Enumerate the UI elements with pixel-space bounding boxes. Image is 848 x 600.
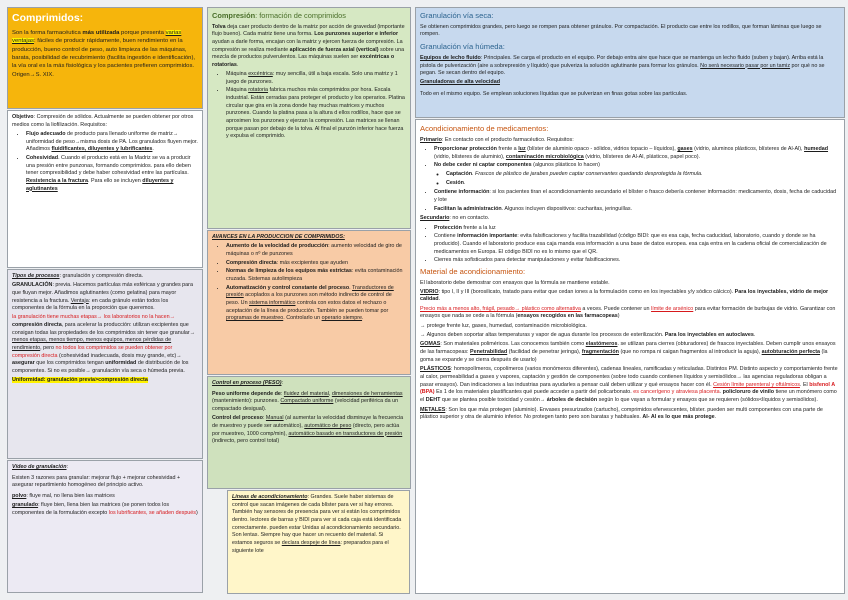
comprimidos-box [7,7,203,109]
tipos-procesos-box [7,269,203,459]
control-del-proceso: Control del proceso: Manual (al aumentar la velocidad disminuye la frecuencia de muestreo y puede ser automático), automático de peso (directo, pero actúa por muestreo, 1000 comp/min), automático basado en transductores de presión (indirecto, pero control total) [212,415,404,445]
uniformidad-line: Uniformidad: granulación previa>compresión directa [12,377,148,384]
requisito-flujo: • Flujo adecuado de producto para llenado uniforme de matriz→ uniformidad de peso→misma dosis de PA. Los granulados fluyen mejor. Añadimos fluidificantes, diluyentes y lubrificantes. [26,131,198,154]
maquina-rotatoria: • Máquina rotatoria fabrica muchos más comprimidos por hora. Escala industrial. Están cerradas para proteger el producto y los operarios. Platina circular que gira en la zona donde hay muchas matrices y muchos punzones. Cuando la platina pasa a la altura d ellos rodillos, hace que se aproximen los punzones y ejerzan la compresión. Las matrices se llenan porque pasan por debajo de la tolva. Al final el punzón inferior hace fuerza y expulsa el comprimido. [226,87,406,141]
comprimidos-text: Son la forma farmacéutica más utilizada porque presenta varias ventajas: fáciles de producir rápidamente, buen rendimiento en la producción, bueno control de peso, auto limpieza de las máquinas, barata, posibilidad de recubrimiento (facilita ingestión e identificación), la vía oral es la más fisiológica y los pacientes prefieren comprimidos. Origen→S. XIX. [12,29,196,78]
captacion-item: ◦ Captación. Frascos de plástico de jarabes pueden captar conservantes quedando desprotegida la fórmula. [446,171,840,179]
compresion-text: Tolva deja caer producto dentro de la matriz por acción de gravedad (importante flujo bueno). Cada matriz tiene una forma. Los punzones superior e inferior ayudan a darle forma, encajan con la matriz y ejercen fuerza de compresión. La compresión se realiza mediante aplicación de fuerza axial (vertical) sobre una mezcla de productos pulverulentos. Las máquinas suelen ser excéntricas o rotatorias. [212,23,405,68]
secundario-intro: Secundario: no en contacto. [420,215,490,222]
primario-informacion: • Contiene información: si los pacientes tiran el acondicionamiento secundario el blíster o frasco debería contener información: medicamento, dosis, fecha de caducidad y lote [434,189,840,204]
secundario-proteccion: • Protección frente a la luz [434,225,840,233]
material-title: Material de acondicionamiento: [420,266,526,276]
via-humeda-title: Granulación vía húmeda: [420,42,505,52]
vidrio-precio: Precio más a menos alto, frágil, pesado→ plástico como alternativa a veces. Puede contener un límite de arsénico para evitar formación de burbujas de vidrio. Garantizar con ensayos que nada se cede a la fórmula (ensayos recogidos en las farmacopeas) [420,305,836,320]
primario-administracion: • Facilitan la administración. Algunos incluyen dispositivos: cucharitas, jeringuillas. [434,206,840,214]
compresion-directa-paragraph: la granulación tiene muchas etapas→ los laboratorios no la hacen→ compresión directa, para acelerar la producción: utilizan excipientes que consigan todas las propiedades de los comprimidos sin tener que granular→ menos etapas, menos tiempo, menos equipos, menos pérdidas de rendimiento, pero no todos los comprimidos se pueden obtener por compresión directa (cohesividad inadecuada, dosis muy grande, etc)→ asegurar que los comprimidos tengan uniformidad de distribución de los componentes. Si no es posible→ granulación vía seca o húmeda previa. [12,314,196,375]
objetivo-intro: Objetivo: Compresión de sólidos. Actualmente se pueden obtener por otros medios como la liofilización. Requisitos: [12,114,194,128]
granulacion-paragraph: GRANULACIÓN: previa. Hacemos partículas más esféricas y grandes para que fluyan mejor. Añadimos aglutinantes (como gelatina) para mayor resistencia a la fractura. Ventaja: en cada gránulo están todos los componentes de la fórmula en la proporción que queremos. [12,282,193,312]
cesion-item: ◦ Cesión. [446,180,840,188]
peso-uniforme: Peso uniforme depende de: fluidez del material, dimensiones de herramientas (mantenimiento): punzones. Compactado uniforme (velocidad periférica da un compactado desigual). [212,390,403,413]
video-granulacion-box [7,460,203,593]
metales-paragraph: METALES: Son los que más protegen (aluminio). Envases presurizados (cartucho), comprimidos efervescentes, blíster. pueden ser multi componentes con una parte de plástico superior y otra de aluminio inferior. No protegen tanto pero son baratas y habituales. Al- Al es lo que más protege. [420,406,823,421]
vidrio-protege: → protege frente luz, gases, humedad, contaminación microbiológica. [420,322,587,329]
objetivo-box [7,110,203,268]
acondicionamiento-title: Acondicionamiento de medicamentos: [420,124,549,133]
avance-velocidad: • Aumento de la velocidad de producción: aumento velocidad de giro de máquinas o nº de punzones [226,243,406,258]
granulacion-box [415,7,845,118]
video-polvo: polvo: fluye mal, no llena bien las matrices [12,493,115,500]
vidrio-paragraph: VIDRIO: tipo I, II y III (borosilicato, tratado para evitar que cedan iones a la formulación como en los inyectables y/y sódico cálcico). Para los inyectables, vidrio de mejor calidad. [420,288,829,303]
maquina-excentrica: • Máquina excéntrica: muy sencilla, útil a baja escala. Solo una matriz y 1 juego de punzones. [226,71,406,86]
vidrio-esterilizacion: → Algunos deben soportar altas temperaturas y vapor de agua durante los procesos de esterilización. Para los inyectables en autoclaves. [420,331,756,338]
lecho-fluido-text: Equipos de lecho fluido: Principales. Se carga el producto en el equipo. Por debajo entra aire que hace que se mantenga un lecho fluido (suben y bajan). Arriba está la pistola de pulverización (aire a sobrepresión y líquido) que pulveriza la solución aglutinante para formar los gránulos. No será necesario pasar por un tamiz por qué no se pegan. Se secan dentro del equipo. [420,54,825,77]
secundario-informacion: • Contiene información importante: evita falsificaciones y facilita trazabilidad (código BIDI: que es esa caja, fecha caducidad, laboratorio, cuando y donde se ha producido). Cuando el laboratorio produce esa caja manda esa información a una base de datos europea. esa caja entra en la cadena oficial de comercialización de medicamentos en Europa. El código BIDI no es lo mismo que el QR. [434,233,840,256]
lineas-text: Líneas de acondicionamiento: Grandes. Suele haber sistemas de control que sacan imágenes de cada blíster para ver si hay errores. También hay sensores de presencia para ver si están los comprimidos dentro. lectores de barras y BIDI para ver si cada caja está identificada correctamente. pueden estar Unidas al acondicionamiento secundario. Son lentas. Siempre hay que hacer un recuento del material. Si estamos seguros se declara despeje de línea: preparados para el siguiente lote [232,494,402,554]
tipos-intro: Tipos de procesos: granulación y compresión directa. [12,273,144,279]
avances-title: AVANCES EN LA PRODUCCION DE COMPRIMIDOS: [212,234,345,240]
material-intro: El laboratorio debe demostrar con ensayos que la fórmula se mantiene estable. [420,279,610,286]
via-seca-title: Granulación vía seca: [420,11,494,20]
gomas-paragraph: GOMAS: Son materiales poliméricos. Las conocemos también como elastómeros. se utilizan para cierres (obturadores) de frascos inyectables. Deben cumplir unos ensayos de las farmacopeas: Penetrabilidad (facilidad de penetrar jeringa), fragmentación (que no rompa ni caigan fragmentos al introducir la aguja), autobturación perfecta (la goma se expande y se cierra después de usarlo) [420,341,836,363]
video-granulado: granulado: fluye bien, llena bien las matrices (se ponen todos los componentes de la formulación excepto los lubrificantes, se añaden después) [12,502,198,516]
via-seca-text: Se obtienen comprimidos grandes, pero luego se rompen para obtener gránulos. Por compactación. El producto cae entre los rodillos, que forman láminas que luego se rompen. [420,23,822,38]
video-title: Vídeo de granulación: [12,464,69,470]
control-proceso-box [207,376,411,489]
avance-automatizacion: • Automatización y control constante del proceso. Transductores de presión acoplados a los punzones son método indirecto de control de peso. Un sistema informático controla con estos datos el rechazo o aceptación de la línea de producción. También se pueden tomar por programas de muestreo. Controlarlo un operario siempre. [226,285,406,323]
requisito-cohesividad: • Cohesividad. Cuando el producto está en la Madriz se va a producir una presión entre punzonas, formando comprimidos. para ello deben tener compresibilidad y debe haber cohesividad entre las partículas. Resistencia a la fractura. Para ello se incluyen diluyentes y aglutinantes [26,155,198,193]
control-title: Control en proceso (PESO): [212,380,283,386]
primario-proteccion: • Proporcionar protección frente a luz (blíster de aluminio opaco - sólidos, vidrios topacio – líquidos), gases (vidrio, aluminos plásticos, blísteres de Al-Al), humedad (vidrio, blísteres de aluminio), contaminación microbiológica (vidrio, blísteres de Al-Al, plásticos, papel poco). [434,146,840,161]
comprimidos-title: Comprimidos: [12,12,84,24]
primario-no-ceder: • No debe ceder ni captar componentes (algunos plásticos lo hacen) ◦ Captación. Frascos de plástico de jarabes pueden captar conservantes quedando desprotegida la fórmula. ◦ Cesión. [434,162,840,187]
compresion-box [207,7,411,229]
secundario-cierres: • Cierres más sofisticados para detectar manipulaciones y evitar falsificaciones. [434,257,840,265]
video-razones: Existen 3 razones para granular: mejorar flujo + mejorar cohesividad + asegurar repartimiento homogéneo del principio activo. [12,474,181,489]
compresion-title: Compresión: formación de comprimidos [212,11,346,20]
plasticos-paragraph: PLÁSTICOS: homopolímeros, copolímeros (varios monómeros diferentes), cadenas lineales, ramificadas y reticuladas. Distintos PM. Distinto aspecto y comportamiento frente al calor, permeabilidad a gases y vapores, captación y gestión de componentes (sobre todo cuando contienen líquidos y semisólidos→ las agencias reguladoras obligan a pasar ensayos). Dan indicaciones a las industrias para ayudarles a pensar cuál deben utilizar y qué ensayos hacer con él. Cesión límite parenteral y oftálmicos. El bisfenol A (BPA) Es 1 de los materiales plastificantes qué puede acceder a partir del policarbonato. es cancerígeno y atraviesa placenta. policloruro de vinilo tiene un monómero como el DEHT que se plantea posible toxicidad y cesión→ árboles de decisión según lo que vayan a formular y ensayos que se requieren (sólidos<líquidos y semisólidos). [420,366,838,404]
avance-limpieza: • Normas de limpieza de los equipos más estrictas: evita contaminación cruzada. Sistemas autolimpieza [226,268,406,283]
primario-intro: Primario: En contacto con el producto farmacéutico. Requisitos: [420,136,574,143]
lineas-acondicionamiento-box [227,490,410,594]
acondicionamiento-box [415,119,845,594]
alta-velocidad-label: Granuladoras de alta velocidad [420,79,500,86]
alta-velocidad-text: Todo en el mismo equipo. Se emplean soluciones líquidas que se pulverizan en finas gotas sobre las partículas. [420,91,688,98]
avances-box [207,230,411,375]
avance-compresion-directa: • Compresión directa: más excipientes que ayuden [226,260,406,268]
